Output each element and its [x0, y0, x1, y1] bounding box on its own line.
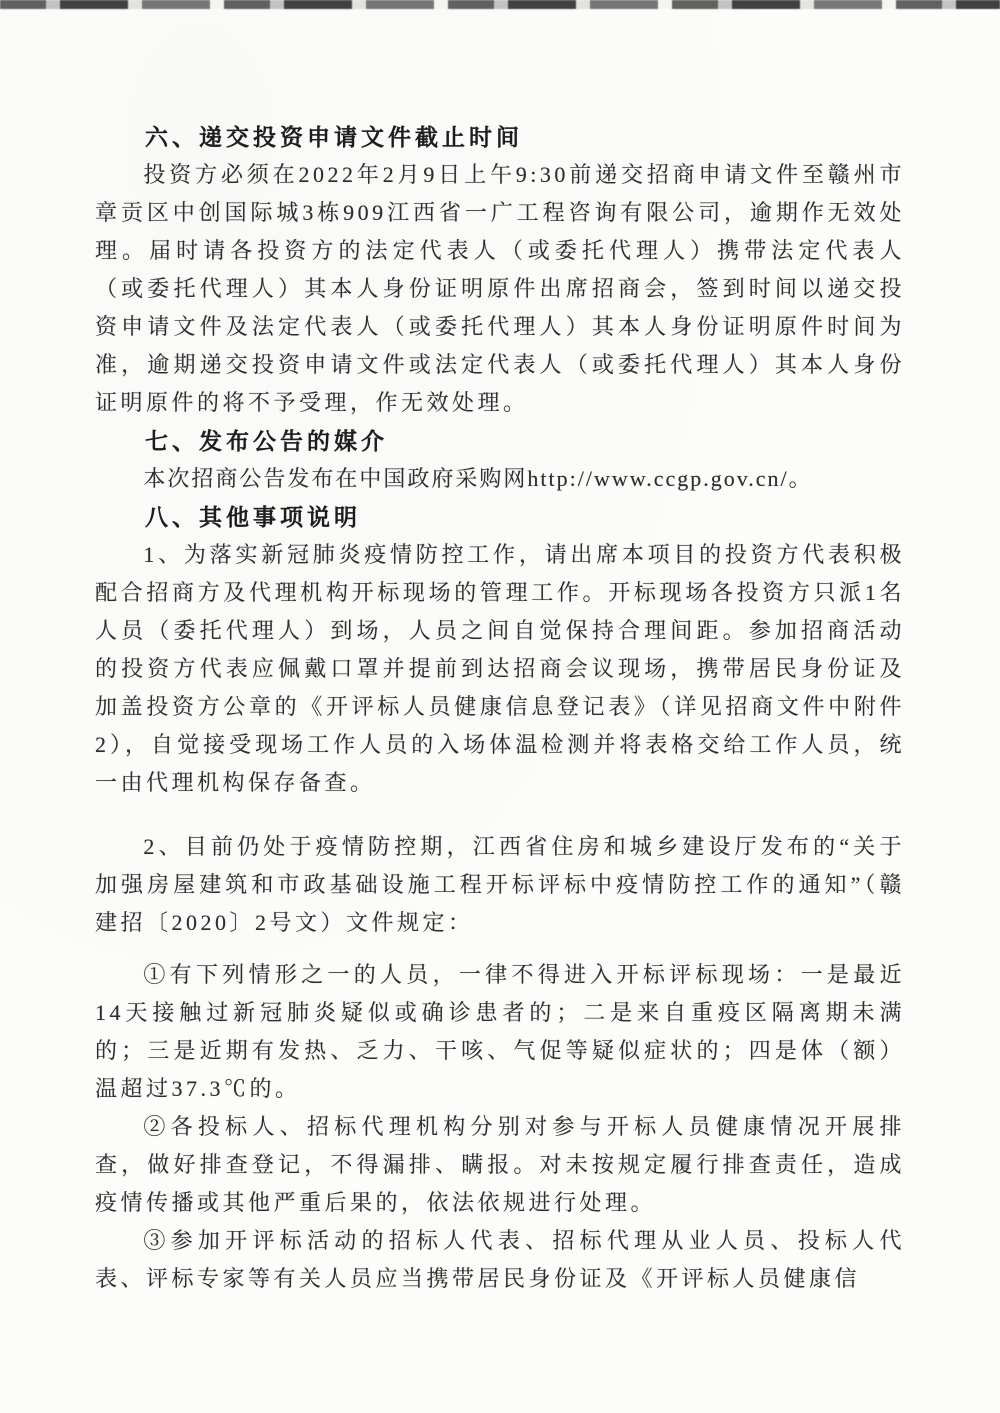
para-covid-rule-3-truncated: ③参加开评标活动的招标人代表、招标代理从业人员、投标人代表、评标专家等有关人员应当携带居民身份证及《开评标人员健康信	[95, 1228, 905, 1291]
heading-section-6-submission-deadline: 六、递交投资申请文件截止时间	[145, 124, 523, 150]
para-covid-item-1: 1、为落实新冠肺炎疫情防控工作，请出席本项目的投资方代表积极配合招商方及代理机构开标现场的管理工作。开标现场各投资方只派1名人员（委托代理人）到场，人员之间自觉保持合理间距。参加招商活动的投资方代表应佩戴口罩并提前到达招商会议现场，携带居民身份证及加盖投资方公章的《开评标人员健康信息登记表》（详见招商文件中附件2），自觉接受现场工作人员的入场体温检测并将表格交给工作人员，统一由代理机构保存备查。	[95, 542, 905, 795]
para-submission-deadline-details: 投资方必须在2022年2月9日上午9:30前递交招商申请文件至赣州市章贡区中创国际城3栋909江西省一广工程咨询有限公司，逾期作无效处理。届时请各投资方的法定代表人（或委托代理人）携带法定代表人（或委托代理人）其本人身份证明原件出席招商会，签到时间以递交投资申请文件及法定代表人（或委托代理人）其本人身份证明原件时间为准，逾期递交投资申请文件或法定代表人（或委托代理人）其本人身份证明原件的将不予受理，作无效处理。	[95, 162, 905, 415]
para-announcement-media-url: 本次招商公告发布在中国政府采购网http://www.ccgp.gov.cn/。	[143, 466, 813, 491]
heading-section-7-announcement-media: 七、发布公告的媒介	[145, 428, 388, 454]
para-covid-item-2: 2、目前仍处于疫情防控期，江西省住房和城乡建设厅发布的“关于加强房屋建筑和市政基础设施工程开标评标中疫情防控工作的通知”（赣建招〔2020〕2号文）文件规定：	[95, 834, 905, 935]
para-covid-rule-2: ②各投标人、招标代理机构分别对参与开标人员健康情况开展排查，做好排查登记，不得漏排、瞒报。对未按规定履行排查责任，造成疫情传播或其他严重后果的，依法依规进行处理。	[95, 1114, 905, 1215]
heading-section-8-other-matters: 八、其他事项说明	[145, 504, 361, 530]
scan-edge-artifact	[0, 0, 1000, 9]
para-covid-rule-1: ①有下列情形之一的人员，一律不得进入开标评标现场：一是最近14天接触过新冠肺炎疑似或确诊患者的；二是来自重疫区隔离期未满的；三是近期有发热、乏力、干咳、气促等疑似症状的；四是体（额）温超过37.3℃的。	[95, 962, 905, 1101]
